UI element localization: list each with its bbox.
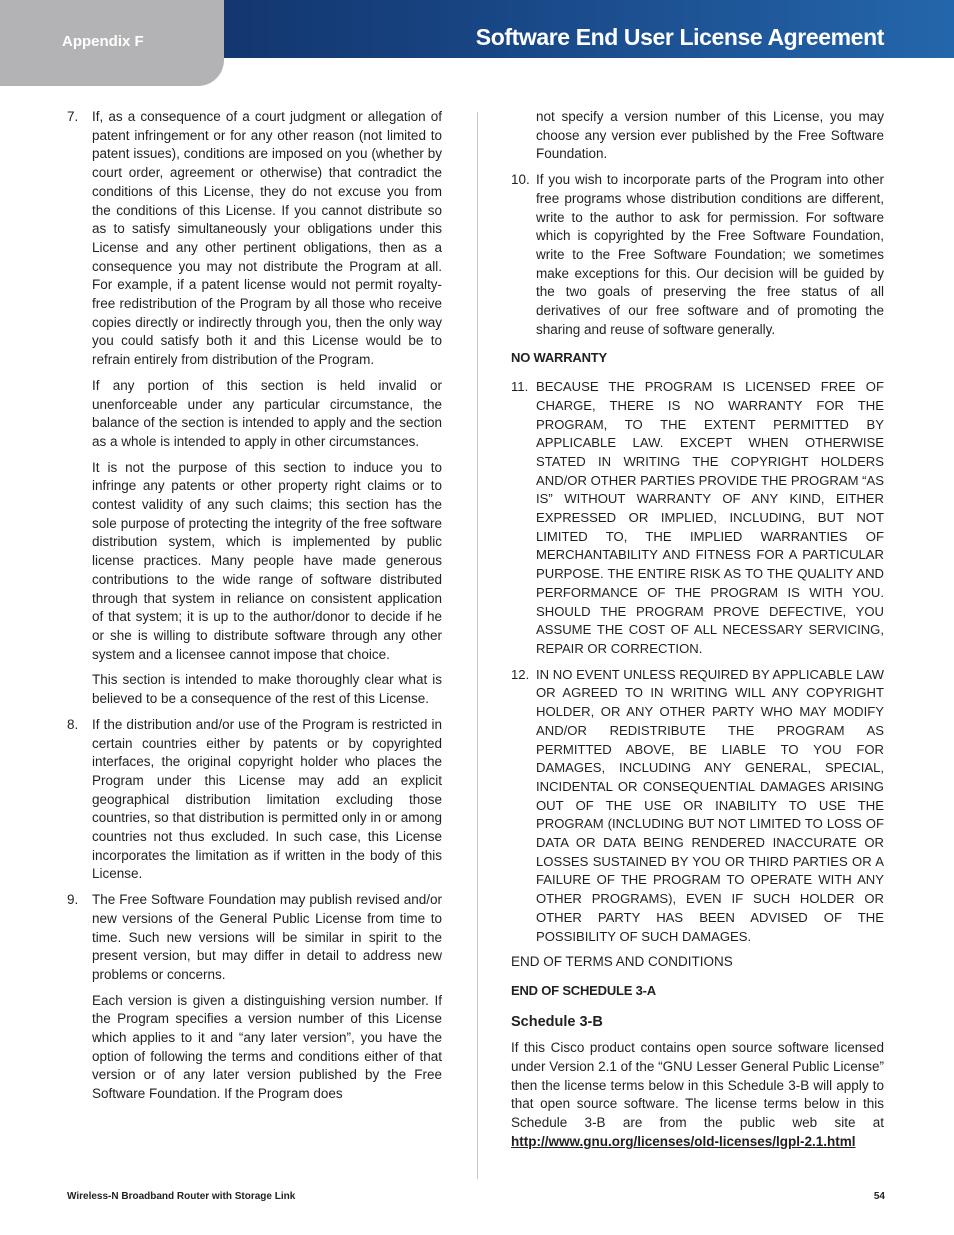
- footer-product-name: Wireless-N Broadband Router with Storage Link: [67, 1191, 296, 1202]
- list-item-8: [67, 716, 442, 884]
- paragraph: If, as a consequence of a court judgment or allegation of patent infringement or for any other reason (not limited to patent issues), conditions are imposed on you (whether by court order, agreement or otherwise) that contradict the conditions of this License, they do not excuse you from the conditions of this License. If you cannot distribute so as to satisfy simultaneously your obligations under this License and any other pertinent obligations, then as a consequence you may not distribute the Program at all. For example, if a patent license would not permit royalty-free redistribution of the Program by all those who receive copies directly or indirectly through you, then the only way you could satisfy both it and this License would be to refrain entirely from distribution of the Program.: [92, 109, 442, 368]
- schedule-heading: Schedule 3-B: [511, 1013, 603, 1030]
- paragraph: Each version is given a distinguishing version number. If the Program specifies a version number of this License which applies to it and “any later version”, you have the option of following the terms and conditions either of that version or of any later version published by the Free Software Foundation. If the Program does: [92, 992, 442, 1102]
- list-item-7: [67, 108, 442, 709]
- paragraph: This section is intended to make thoroughly clear what is believed to be a consequence of the rest of this License.: [92, 672, 442, 707]
- end-of-terms: END OF TERMS AND CONDITIONS: [511, 954, 733, 970]
- paragraph: If you wish to incorporate parts of the Program into other free programs whose distribution conditions are different, write to the author to ask for permission. For software which is copyrighted by the Free Software Foundation, write to the Free Software Foundation; we sometimes make exceptions for this. Our decision will be guided by the two goals of preserving the free status of all derivatives of our free software and of promoting the sharing and reuse of software generally.: [536, 172, 884, 337]
- list-item-9: [67, 891, 442, 1104]
- right-column: [511, 108, 884, 1159]
- schedule-text: If this Cisco product contains open source software licensed under Version 2.1 of the “GNU Lesser General Public License” then the license terms below in this Schedule 3-B will apply to that open source software. The license terms below in this Schedule 3-B are from the public web site at: [511, 1040, 884, 1131]
- license-link[interactable]: http://www.gnu.org/licenses/old-licenses/lgpl-2.1.html: [511, 1133, 856, 1149]
- paragraph: If any portion of this section is held invalid or unenforceable under any particular circumstance, the balance of the section is intended to apply and the section as a whole is intended to apply in other circumstances.: [92, 377, 442, 449]
- item-number: 8.: [67, 716, 79, 732]
- paragraph: The Free Software Foundation may publish revised and/or new versions of the General Public License from time to time. Such new versions will be similar in spirit to the present version, but may differ in detail to address new problems or concerns.: [92, 892, 442, 982]
- item-number: 10.: [511, 172, 530, 188]
- section-heading-no-warranty: NO WARRANTY: [511, 350, 608, 366]
- paragraph: IN NO EVENT UNLESS REQUIRED BY APPLICABLE LAW OR AGREED TO IN WRITING WILL ANY COPYRIGHT HOLDER, OR ANY OTHER PARTY WHO MAY MODIFY AND/OR REDISTRIBUTE THE PROGRAM AS PERMITTED ABOVE, BE LIABLE TO YOU FOR DAMAGES, INCLUDING ANY GENERAL, SPECIAL, INCIDENTAL OR CONSEQUENTIAL DAMAGES ARISING OUT OF THE USE OR INABILITY TO USE THE PROGRAM (INCLUDING BUT NOT LIMITED TO LOSS OF DATA OR DATA BEING RENDERED INACCURATE OR LOSSES SUSTAINED BY YOU OR THIRD PARTIES OR A FAILURE OF THE PROGRAM TO OPERATE WITH ANY OTHER PROGRAMS), EVEN IF SUCH HOLDER OR OTHER PARTY HAS BEEN ADVISED OF THE POSSIBILITY OF SUCH DAMAGES.: [536, 666, 884, 944]
- paragraph: It is not the purpose of this section to induce you to infringe any patents or other property right claims or to contest validity of any such claims; this section has the sole purpose of protecting the integrity of the free software distribution system, which is implemented by public license practices. Many people have made generous contributions to the wide range of software distributed through that system in reliance on consistent application of that system; it is up to the author/donor to decide if he or she is willing to distribute software through any other system and a licensee cannot impose that choice.: [92, 459, 442, 662]
- page-number: 54: [873, 1191, 885, 1202]
- item-number: 11.: [511, 379, 529, 395]
- left-column: [67, 108, 442, 1111]
- end-of-schedule-heading: END OF SCHEDULE 3-A: [511, 982, 656, 998]
- list-item-10: [511, 171, 884, 339]
- item-number: 7.: [67, 109, 79, 124]
- paragraph-continued: not specify a version number of this License, you may choose any version ever published by the Free Software Foundation.: [536, 109, 884, 162]
- appendix-label: Appendix F: [62, 33, 144, 50]
- item-number: 12.: [511, 666, 530, 682]
- list-item-11: [511, 378, 884, 659]
- list-item-12: [511, 666, 884, 947]
- page-title: Software End User License Agreement: [475, 24, 884, 50]
- column-divider: [477, 112, 478, 1179]
- paragraph: If the distribution and/or use of the Program is restricted in certain countries either by patents or by copyrighted interfaces, the original copyright holder who places the Program under this License may add an explicit geographical distribution limitation excluding those countries, so that distribution is permitted only in or among countries not thus excluded. In such case, this License incorporates the limitation as if written in the body of this License.: [92, 716, 442, 882]
- schedule-paragraph: [511, 1039, 884, 1151]
- paragraph: BECAUSE THE PROGRAM IS LICENSED FREE OF CHARGE, THERE IS NO WARRANTY FOR THE PROGRAM, TO THE EXTENT PERMITTED BY APPLICABLE LAW. EXCEPT WHEN OTHERWISE STATED IN WRITING THE COPYRIGHT HOLDERS AND/OR OTHER PARTIES PROVIDE THE PROGRAM “AS IS” WITHOUT WARRANTY OF ANY KIND, EITHER EXPRESSED OR IMPLIED, INCLUDING, BUT NOT LIMITED TO, THE IMPLIED WARRANTIES OF MERCHANTABILITY AND FITNESS FOR A PARTICULAR PURPOSE. THE ENTIRE RISK AS TO THE QUALITY AND PERFORMANCE OF THE PROGRAM IS WITH YOU. SHOULD THE PROGRAM PROVE DEFECTIVE, YOU ASSUME THE COST OF ALL NECESSARY SERVICING, REPAIR OR CORRECTION.: [536, 379, 884, 656]
- item-number: 9.: [67, 892, 79, 908]
- page-header: [0, 0, 954, 88]
